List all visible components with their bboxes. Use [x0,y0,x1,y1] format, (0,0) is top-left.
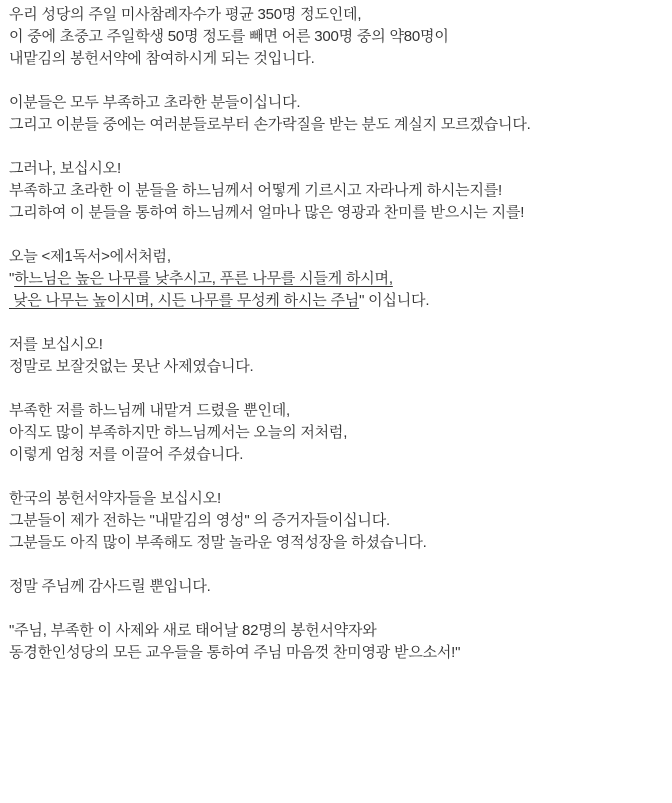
text-segment: 오늘 <제1독서>에서처럼, [9,248,171,265]
paragraph [9,92,664,136]
underlined-text: 낮은 나무는 높이시며, 시든 나무를 무성케 하시는 주님 [9,292,360,309]
text-segment: 동경한인성당의 모든 교우들을 통하여 주님 마음껏 찬미영광 받으소서!" [9,644,461,661]
text-segment: " 이십니다. [359,292,430,309]
paragraph [9,488,664,554]
text-segment: 정말로 보잘것없는 못난 사제였습니다. [9,358,254,375]
text-segment: 이렇게 엄청 저를 이끌어 주셨습니다. [9,446,244,463]
paragraph [9,334,664,378]
text-segment: " [9,270,15,287]
text-segment: 정말 주님께 감사드릴 뿐입니다. [9,578,211,595]
text-segment: 우리 성당의 주일 미사참례자수가 평균 350명 정도인데, [9,6,362,23]
text-segment: 그러나, 보십시오! [9,160,121,177]
paragraph [9,158,664,224]
paragraph [9,400,664,466]
text-segment: 그분들도 아직 많이 부족해도 정말 놀라운 영적성장을 하셨습니다. [9,534,427,551]
text-segment: 저를 보십시오! [9,336,103,353]
text-segment: 부족한 저를 하느님께 내맡겨 드렸을 뿐인데, [9,402,291,419]
text-segment: 부족하고 초라한 이 분들을 하느님께서 어떻게 기르시고 자라나게 하시는지를! [9,182,502,199]
text-segment: 한국의 봉헌서약자들을 보십시오! [9,490,221,507]
text-segment: "주님, 부족한 이 사제와 새로 태어날 82명의 봉헌서약자와 [9,622,377,639]
text-segment: 그리고 이분들 중에는 여러분들로부터 손가락질을 받는 분도 계실지 모르겠습니다. [9,116,531,133]
text-segment: 아직도 많이 부족하지만 하느님께서는 오늘의 저처럼, [9,424,348,441]
paragraph [9,576,664,598]
text-segment: 이 중에 초중고 주일학생 50명 정도를 빼면 어른 300명 중의 약80명이 [9,28,449,45]
paragraph [9,620,664,664]
underlined-text: 하느님은 높은 나무를 낮추시고, 푸른 나무를 시들게 하시며, [14,270,393,287]
text-segment: 이분들은 모두 부족하고 초라한 분들이십니다. [9,94,301,111]
paragraph [9,4,664,70]
text-segment: 그분들이 제가 전하는 "내맡김의 영성" 의 증거자들이십니다. [9,512,390,529]
paragraph [9,246,664,312]
text-segment: 그리하여 이 분들을 통하여 하느님께서 얼마나 많은 영광과 찬미를 받으시는 지를! [9,204,525,221]
text-segment: 내맡김의 봉헌서약에 참여하시게 되는 것입니다. [9,50,315,67]
